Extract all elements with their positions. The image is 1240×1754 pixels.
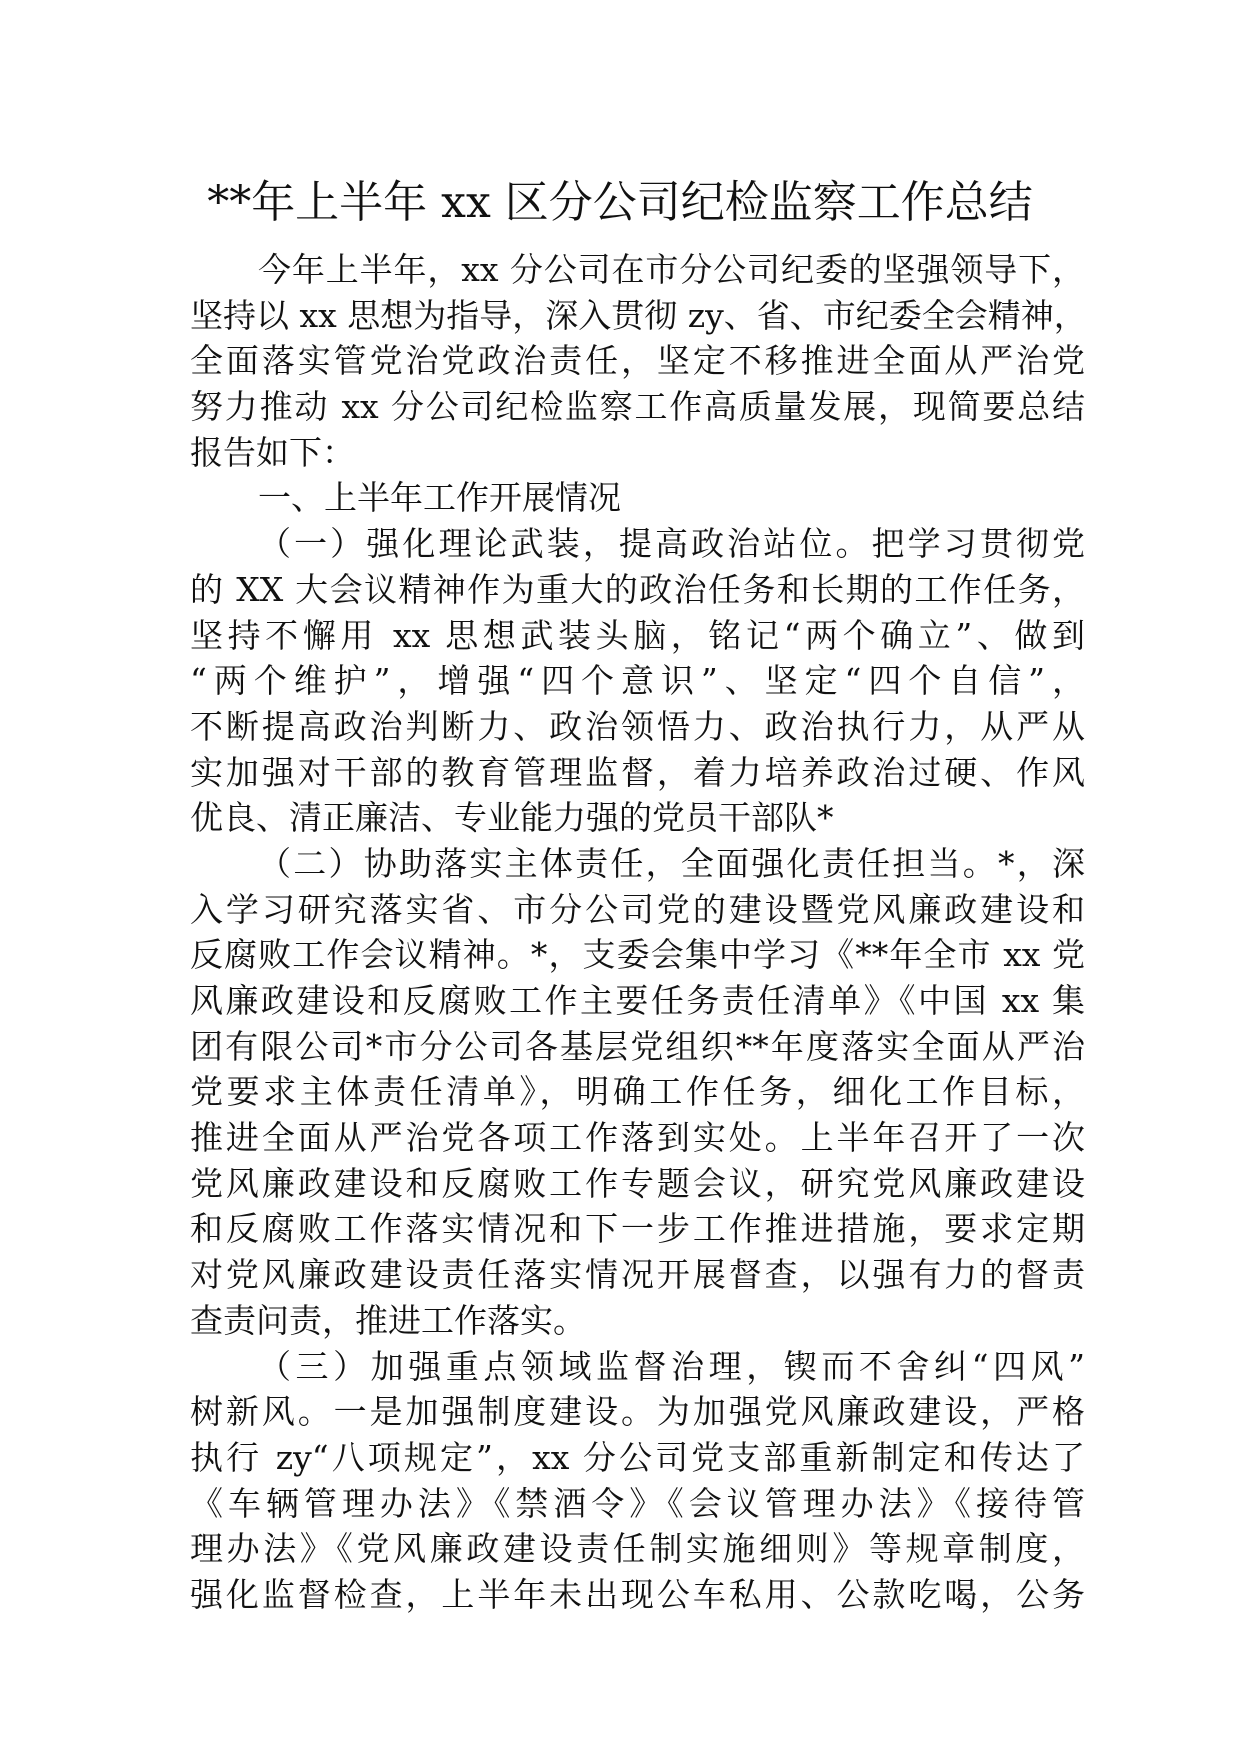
text-line: 全面落实管党治党政治责任，坚定不移推进全面从严治党 — [190, 341, 1085, 381]
text-line: 不断提高政治判断力、政治领悟力、政治执行力，从严从 — [190, 706, 1085, 746]
paragraph — [190, 841, 1085, 1344]
text-line: 推进全面从严治党各项工作落到实处。上半年召开了一次 — [190, 1118, 1085, 1158]
text-line: 风廉政建设和反腐败工作主要任务责任清单》《中国 xx 集 — [190, 981, 1085, 1020]
text-line: 执行 zy“八项规定”，xx 分公司党支部重新制定和传达了 — [190, 1437, 1085, 1477]
text-line: 坚持以 xx 思想为指导，深入贯彻 zy、省、市纪委全会精神， — [190, 295, 1087, 335]
document-title: **年上半年 xx 区分公司纪检监察工作总结 — [207, 177, 1033, 228]
paragraph — [190, 521, 1085, 841]
text-line: 入学习研究落实省、市分公司党的建设暨党风廉政建设和 — [190, 889, 1085, 929]
text-line: 的 XX 大会议精神作为重大的政治任务和长期的工作任务， — [190, 569, 1085, 609]
text-line: 对党风廉政建设责任落实情况开展督查，以强有力的督责 — [190, 1255, 1085, 1295]
text-line: 查责问责，推进工作落实。 — [190, 1300, 586, 1340]
text-line: （三）加强重点领域监督治理，锲而不舍纠“四风” — [258, 1346, 1085, 1386]
text-line: 党要求主体责任清单》，明确工作任务，细化工作目标， — [190, 1072, 1085, 1112]
section-heading — [190, 475, 1085, 521]
text-line: 强化监督检查，上半年未出现公车私用、公款吃喝，公务 — [190, 1574, 1085, 1614]
text-line: 实加强对干部的教育管理监督，着力培养政治过硬、作风 — [190, 752, 1085, 792]
paragraph — [190, 1344, 1085, 1618]
text-line: （一）强化理论武装，提高政治站位。把学习贯彻党 — [258, 524, 1085, 564]
text-line: 报告如下： — [190, 432, 355, 472]
text-line: 党风廉政建设和反腐败工作专题会议，研究党风廉政建设 — [190, 1163, 1085, 1203]
text-line: 优良、清正廉洁、专业能力强的党员干部队* — [190, 798, 834, 838]
text-line: 反腐败工作会议精神。*，支委会集中学习《**年全市 xx 党 — [190, 935, 1085, 975]
document-body — [190, 247, 1085, 1618]
text-line: 树新风。一是加强制度建设。为加强党风廉政建设，严格 — [190, 1392, 1085, 1432]
text-line: 《车辆管理办法》《禁酒令》《会议管理办法》《接待管 — [190, 1483, 1085, 1523]
text-line: 团有限公司*市分公司各基层党组织**年度落实全面从严治 — [190, 1026, 1085, 1066]
text-line: “两个维护”，增强“四个意识”、坚定“四个自信”， — [190, 661, 1085, 701]
paragraph — [190, 247, 1085, 475]
text-line: 和反腐败工作落实情况和下一步工作推进措施，要求定期 — [190, 1209, 1085, 1249]
text-line: 理办法》《党风廉政建设责任制实施细则》等规章制度， — [190, 1529, 1085, 1569]
text-line: 一、上半年工作开展情况 — [258, 478, 621, 518]
text-line: 努力推动 xx 分公司纪检监察工作高质量发展，现简要总结 — [190, 387, 1085, 427]
text-line: 坚持不懈用 xx 思想武装头脑，铭记“两个确立”、做到 — [190, 615, 1085, 655]
text-line: 今年上半年，xx 分公司在市分公司纪委的坚强领导下， — [258, 250, 1085, 289]
text-line: （二）协助落实主体责任，全面强化责任担当。*，深 — [258, 843, 1085, 883]
